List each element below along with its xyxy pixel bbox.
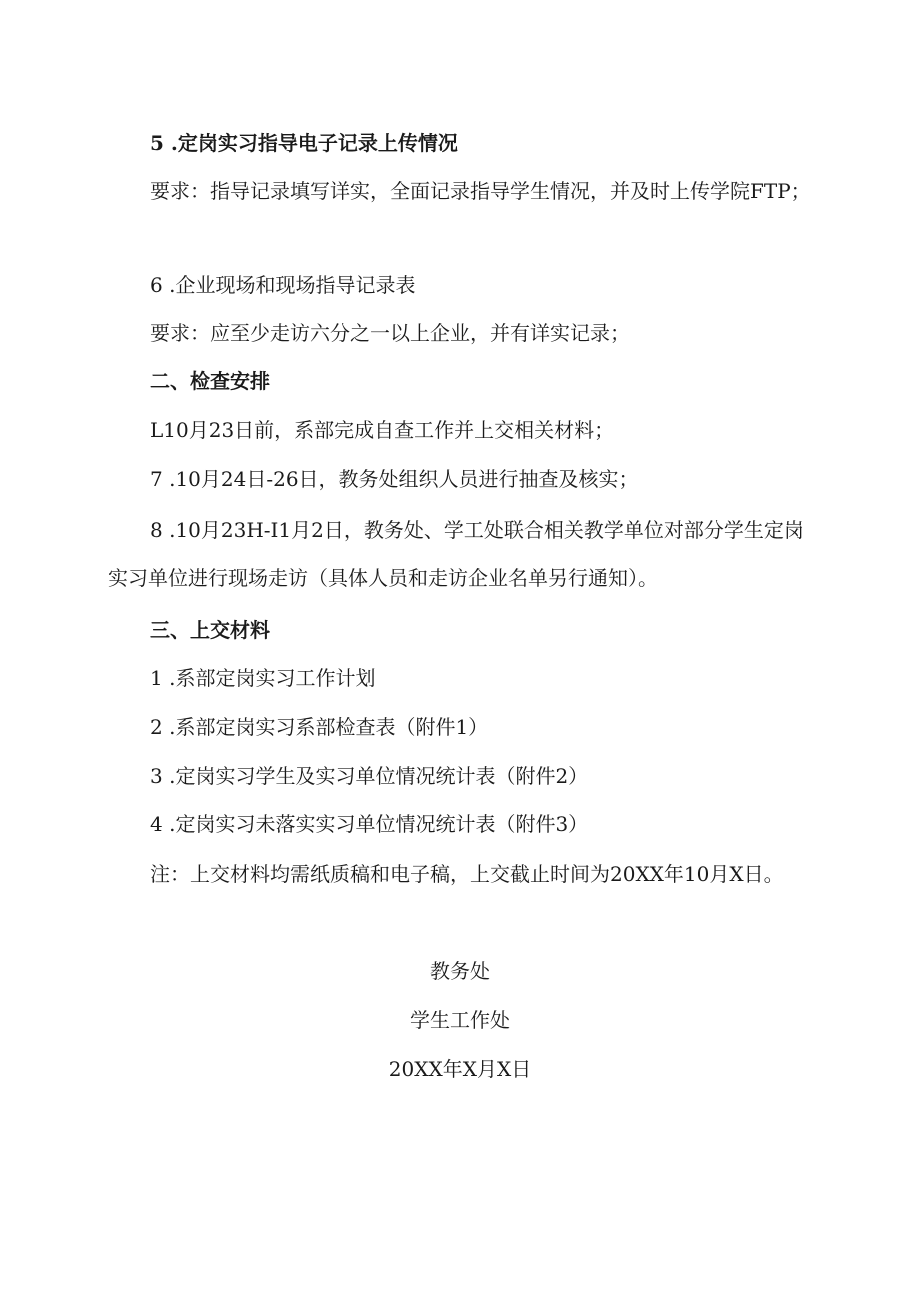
section5-heading: 5 .定岗实习指导电子记录上传情况	[150, 131, 458, 155]
signature-office-academic: 教务处	[430, 959, 490, 983]
materials-heading: 三、上交材料	[150, 618, 270, 642]
schedule-item-2: 7 .10月24日-26日，教务处组织人员进行抽查及核实；	[150, 467, 639, 491]
signature-office-student: 学生工作处	[410, 1008, 510, 1032]
signature-date: 20XX年X月X日	[388, 1057, 532, 1081]
schedule-item-3: 8 .10月23H-I1月2日，教务处、学工处联合相关教学单位对部分学生定岗实习单位进行现场走访（具体人员和走访企业名单另行通知）。	[108, 518, 804, 590]
schedule-item-1: L10月23日前，系部完成自查工作并上交相关材料；	[150, 418, 615, 442]
section5-requirement: 要求：指导记录填写详实，全面记录指导学生情况，并及时上传学院FTP；	[150, 179, 811, 203]
materials-item-4: 4 .定岗实习未落实实习单位情况统计表（附件3）	[150, 812, 589, 836]
materials-item-1: 1 .系部定岗实习工作计划	[150, 666, 376, 690]
materials-item-2: 2 .系部定岗实习系部检查表（附件1）	[150, 715, 489, 739]
section6-heading: 6 .企业现场和现场指导记录表	[150, 273, 416, 297]
materials-note: 注：上交材料均需纸质稿和电子稿，上交截止时间为20XX年10月X日。	[150, 862, 784, 886]
section6-requirement: 要求：应至少走访六分之一以上企业，并有详实记录；	[150, 321, 630, 345]
schedule-heading: 二、检查安排	[150, 369, 270, 393]
materials-item-3: 3 .定岗实习学生及实习单位情况统计表（附件2）	[150, 764, 589, 788]
